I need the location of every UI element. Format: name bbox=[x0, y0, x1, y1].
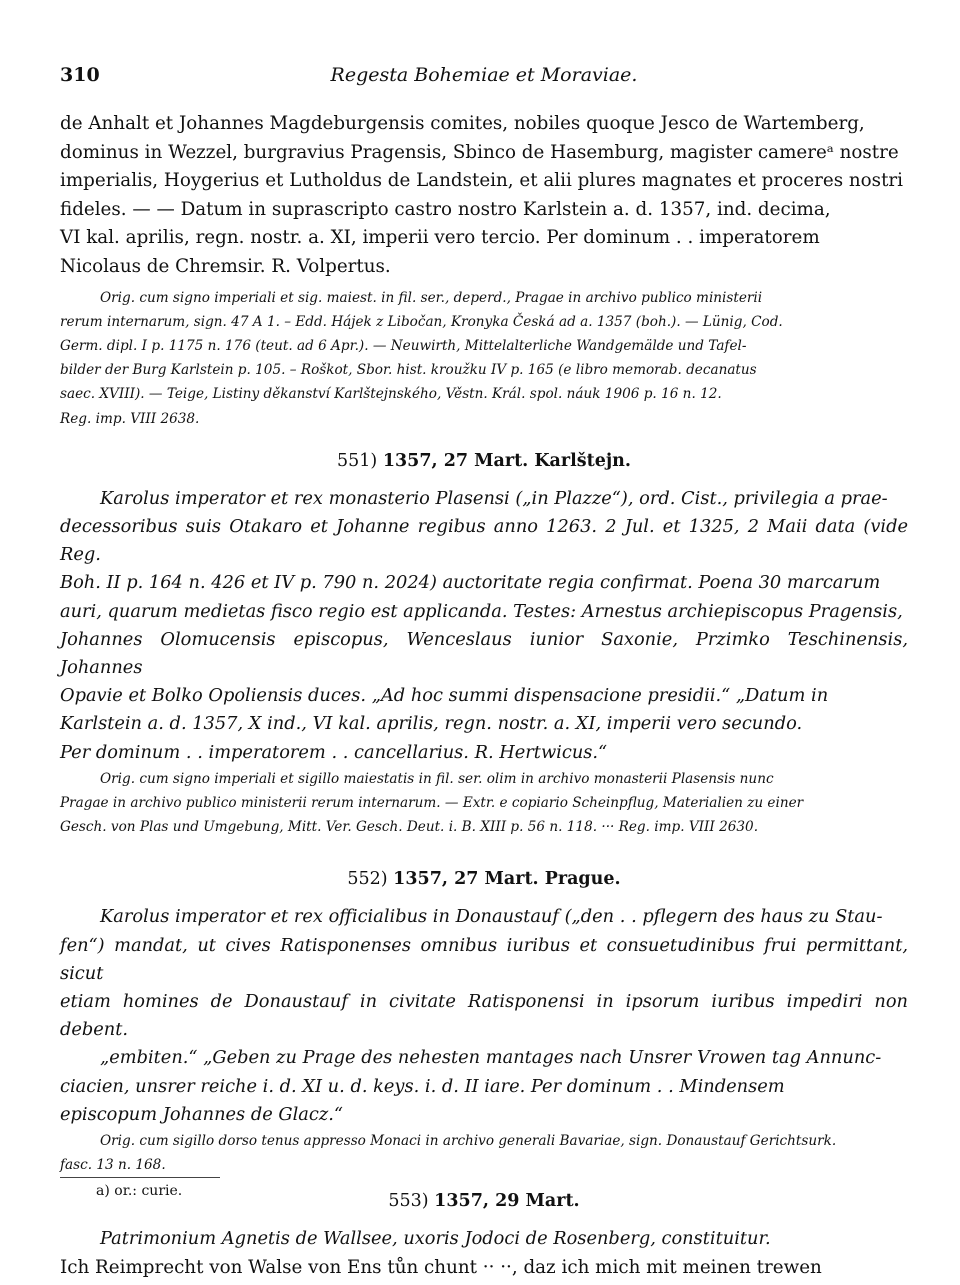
regest-line: Karlstein a. d. 1357, X ind., VI kal. aprilis, regn. nostr. a. XI, imperii vero secundo. bbox=[60, 713, 803, 735]
regest-line: Patrimonium Agnetis de Wallsee, uxoris Jodoci de Rosenberg, constituitur. bbox=[100, 1228, 771, 1250]
note-line: Germ. dipl. I p. 1175 n. 176 (teut. ad 6 Apr.). — Neuwirth, Mittelalterliche Wandgemälde und Tafel- bbox=[60, 337, 747, 354]
regest-line: Karolus imperator et rex monasterio Plasensi („in Plazze“), ord. Cist., privilegia a prae- bbox=[100, 487, 888, 509]
regest-line: Karolus imperator et rex officialibus in Donaustauf („den . . pflegern des haus zu Stau- bbox=[100, 906, 883, 928]
entry-550-apparatus bbox=[60, 286, 908, 431]
regest-line: auri, quarum medietas fisco regio est applicanda. Testes: Arnestus archiepiscopus Pragensis, bbox=[60, 600, 903, 622]
entry-number: 551) bbox=[337, 450, 378, 471]
entry-552-heading bbox=[60, 869, 908, 889]
text-line: Ich Reimprecht von Walse von Ens tůn chunt ·· ··, daz ich mich mit meinen trewen bbox=[60, 1256, 822, 1278]
note-line: Orig. cum sigillo dorso tenus appresso Monaci in archivo generali Bavariae, sign. Donaustauf Gerichtsurk. bbox=[100, 1133, 837, 1150]
note-line: fasc. 13 n. 168. bbox=[60, 1157, 166, 1174]
regest-line: episcopum Johannes de Glacz.“ bbox=[60, 1103, 343, 1125]
note-line: Gesch. von Plas und Umgebung, Mitt. Ver. Gesch. Deut. i. B. XIII p. 56 n. 118. ··· Reg. imp. VIII 2630. bbox=[60, 819, 759, 836]
note-line: Pragae in archivo publico ministerii rerum internarum. — Extr. e copiario Scheinpflug, Materialien zu einer bbox=[60, 795, 804, 812]
entry-date: 1357, 27 Mart. Prague. bbox=[393, 869, 621, 890]
entry-number: 552) bbox=[347, 869, 388, 890]
note-line: Orig. cum signo imperiali et sigillo maiestatis in fil. ser. olim in archivo monasterii Plasensis nunc bbox=[100, 770, 774, 787]
entry-552-regest bbox=[60, 903, 908, 1129]
running-title: Regesta Bohemiae et Moraviae. bbox=[330, 64, 638, 86]
text-line: de Anhalt et Johannes Magdeburgensis comites, nobiles quoque Jesco de Wartemberg, bbox=[60, 113, 865, 134]
regest-line: decessoribus suis Otakaro et Johanne regibus anno 1263. 2 Jul. et 1325, 2 Maii data (vide Reg. bbox=[60, 515, 908, 566]
regest-line: Johannes Olomucensis episcopus, Wenceslaus iunior Saxonie, Przimko Teschinensis, Johannes bbox=[60, 628, 908, 678]
footnote: a) or.: curie. bbox=[96, 1183, 183, 1199]
entry-552-apparatus bbox=[60, 1129, 908, 1177]
entry-550-text bbox=[60, 110, 908, 282]
text-line: dominus in Wezzel, burgravius Pragensis, Sbinco de Hasemburg, magister camereᵃ nostre bbox=[60, 141, 899, 163]
entry-date: 1357, 27 Mart. Karlštejn. bbox=[382, 450, 631, 471]
entry-551-apparatus bbox=[60, 767, 908, 840]
entry-date: 1357, 29 Mart. bbox=[434, 1191, 580, 1212]
regest-line: Opavie et Bolko Opoliensis duces. „Ad hoc summi dispensacione presidii.“ „Datum in bbox=[60, 685, 829, 707]
note-line: saec. XVIII). — Teige, Listiny děkanství Karlštejnského, Věstn. Král. spol. náuk 1906 p. 16 n. 12. bbox=[60, 386, 722, 403]
footnote-divider bbox=[60, 1177, 220, 1178]
regest-line: „embiten.“ „Geben zu Prage des nehesten mantages nach Unsrer Vrowen tag Annunc- bbox=[100, 1047, 882, 1069]
page-number: 310 bbox=[60, 64, 100, 86]
entry-551-heading bbox=[60, 451, 908, 471]
note-line: bilder der Burg Karlstein p. 105. – Roškot, Sbor. hist. kroužku IV p. 165 (e libro memorab. decanatus bbox=[60, 362, 757, 379]
text-line: Nicolaus de Chremsir. R. Volpertus. bbox=[60, 255, 391, 277]
regest-line: ciacien, unsrer reiche i. d. XI u. d. keys. i. d. II iare. Per dominum . . Mindensem bbox=[60, 1075, 785, 1097]
entry-551-regest bbox=[60, 485, 908, 767]
entry-number: 553) bbox=[388, 1191, 429, 1212]
note-line: rerum internarum, sign. 47 A 1. – Edd. Hájek z Libočan, Kronyka Česká ad a. 1357 (boh.). — Lünig, Cod. bbox=[60, 313, 783, 330]
note-line: Orig. cum signo imperiali et sig. maiest. in fil. ser., deperd., Pragae in archivo publico ministerii bbox=[100, 289, 763, 306]
entry-553-heading bbox=[60, 1191, 908, 1211]
text-line: VI kal. aprilis, regn. nostr. a. XI, imperii vero tercio. Per dominum . . imperatorem bbox=[60, 227, 820, 249]
regest-line: Per dominum . . imperatorem . . cancellarius. R. Hertwicus.“ bbox=[60, 741, 608, 763]
text-line: fideles. — — Datum in suprascripto castro nostro Karlstein a. d. 1357, ind. decima, bbox=[60, 198, 831, 220]
page-header bbox=[60, 60, 908, 90]
regest-line: fen“) mandat, ut cives Ratisponenses omnibus iuribus et consuetudinibus frui permittant, sicut bbox=[60, 934, 908, 984]
regest-line: etiam homines de Donaustauf in civitate Ratisponensi in ipsorum iuribus impediri non debent. bbox=[60, 991, 908, 1041]
note-line: Reg. imp. VIII 2638. bbox=[60, 410, 200, 427]
text-line: imperialis, Hoygerius et Lutholdus de Landstein, et alii plures magnates et proceres nostri bbox=[60, 170, 903, 192]
regest-line: Boh. II p. 164 n. 426 et IV p. 790 n. 2024) auctoritate regia confirmat. Poena 30 marcarum bbox=[60, 572, 881, 594]
entry-553-text bbox=[60, 1254, 908, 1283]
document-page bbox=[60, 60, 908, 1282]
entry-553-regest bbox=[60, 1225, 908, 1253]
